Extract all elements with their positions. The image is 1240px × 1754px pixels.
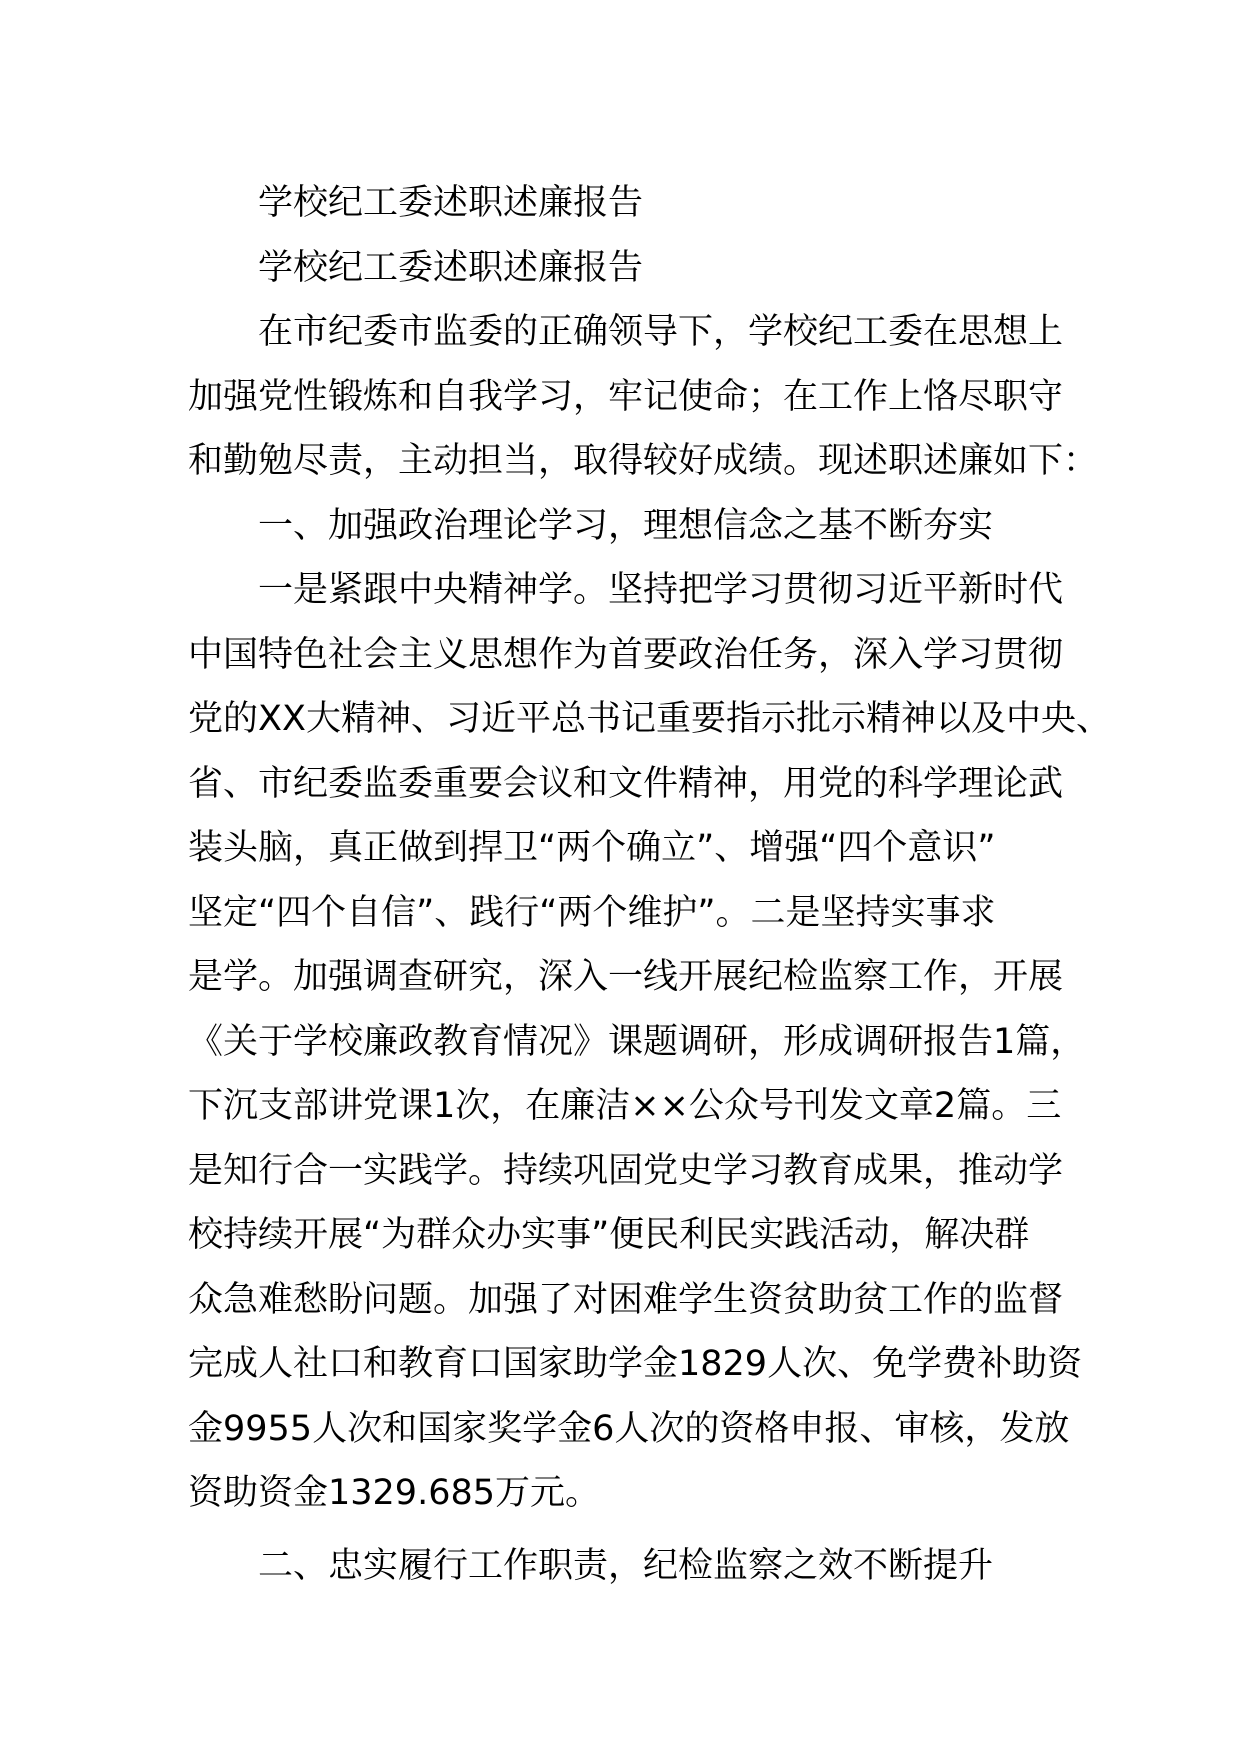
paragraph-line: 中国特色社会主义思想作为首要政治任务，深入学习贯彻 bbox=[188, 634, 1064, 675]
paragraph-line: 众急难愁盼问题。加强了对困难学生资贫助贫工作的监督 bbox=[188, 1279, 1064, 1320]
document-title: 学校纪工委述职述廉报告 bbox=[258, 183, 644, 223]
section-1-paragraph bbox=[188, 558, 1111, 1526]
paragraph-line: 省、市纪委监委重要会议和文件精神，用党的科学理论武 bbox=[188, 763, 1064, 804]
section-spacer bbox=[188, 1526, 1088, 1534]
section-heading-2: 二、忠实履行工作职责，纪检监察之效不断提升 bbox=[258, 1545, 994, 1586]
paragraph-line: 是学。加强调查研究，深入一线开展纪检监察工作，开展 bbox=[188, 957, 1064, 997]
paragraph-line: 完成人社口和教育口国家助学金1829人次、免学费补助资 bbox=[188, 1344, 1083, 1384]
paragraph-line: 资助资金1329.685万元。 bbox=[188, 1473, 601, 1513]
paragraph-line: 是知行合一实践学。持续巩固党史学习教育成果，推动学 bbox=[188, 1150, 1064, 1191]
document-subtitle: 学校纪工委述职述廉报告 bbox=[258, 247, 644, 288]
paragraph-line: 下沉支部讲党课1次，在廉洁××公众号刊发文章2篇。三 bbox=[188, 1086, 1062, 1126]
paragraph-line: 一是紧跟中央精神学。坚持把学习贯彻习近平新时代 bbox=[258, 570, 1064, 610]
paragraph-line: 加强党性锻炼和自我学习，牢记使命；在工作上恪尽职守 bbox=[188, 376, 1064, 417]
section-heading-1: 一、加强政治理论学习，理想信念之基不断夯实 bbox=[258, 505, 994, 546]
paragraph-line: 金9955人次和国家奖学金6人次的资格申报、审核，发放 bbox=[188, 1408, 1070, 1449]
paragraph-line: 《关于学校廉政教育情况》课题调研，形成调研报告1篇， bbox=[188, 1021, 1086, 1062]
paragraph-line: 在市纪委市监委的正确领导下，学校纪工委在思想上 bbox=[258, 312, 1064, 352]
paragraph-line: 和勤勉尽责，主动担当，取得较好成绩。现述职述廉如下： bbox=[188, 441, 1099, 481]
paragraph-line: 党的XX大精神、习近平总书记重要指示批示精神以及中央、 bbox=[188, 699, 1111, 739]
paragraph-line: 装头脑，真正做到捍卫“两个确立”、增强“四个意识” bbox=[188, 828, 996, 868]
document-body bbox=[188, 171, 1111, 1598]
intro-paragraph bbox=[188, 300, 1099, 494]
paragraph-line: 校持续开展“为群众办实事”便民利民实践活动，解决群 bbox=[188, 1215, 1030, 1255]
paragraph-line: 坚定“四个自信”、践行“两个维护”。二是坚持实事求 bbox=[188, 892, 996, 933]
